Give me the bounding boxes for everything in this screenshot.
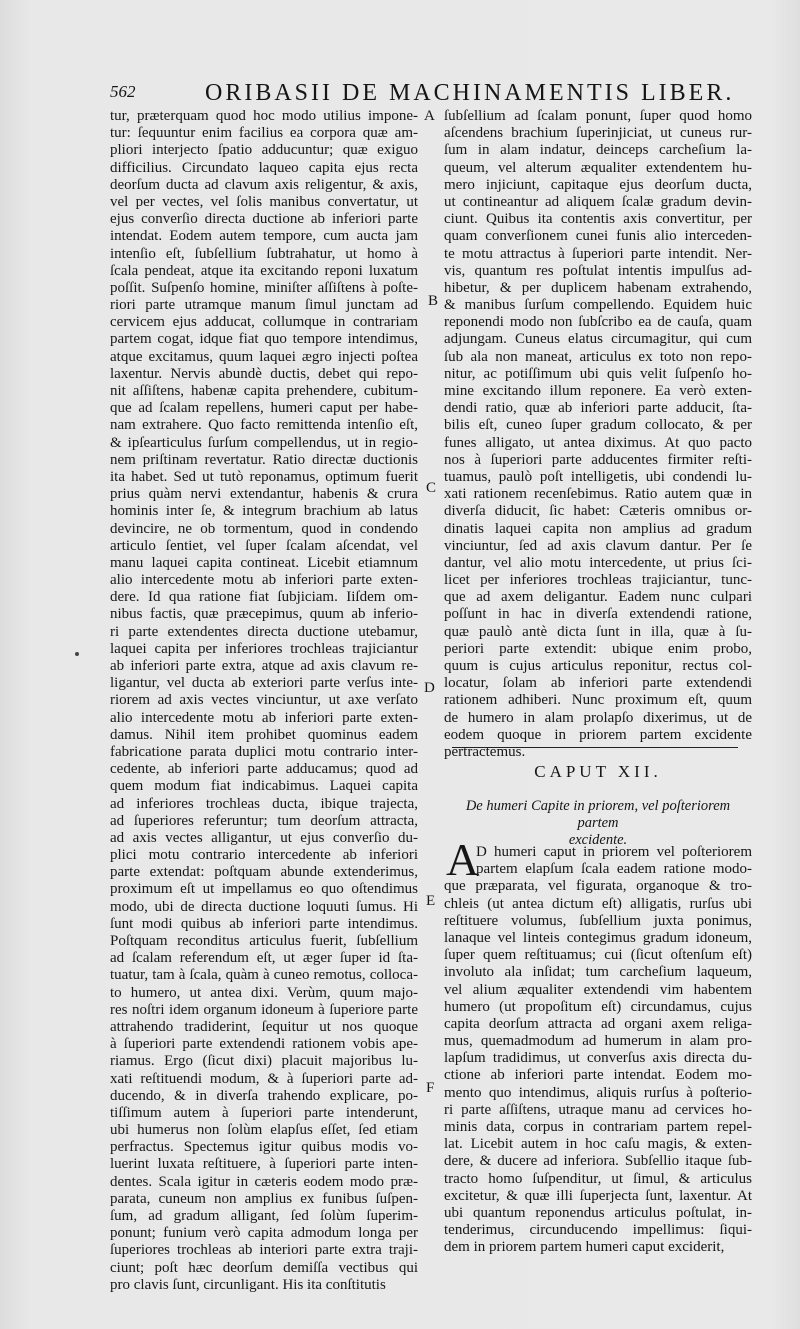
text-line: quam converſionem cunei funis alio interceden-	[444, 228, 752, 245]
text-line: humero (ut propoſitum eſt) circundamus, cujus	[444, 998, 752, 1015]
text-line: ſuperiores trochleas ab interiori parte extra traji-	[110, 1242, 418, 1259]
text-line: & manibus ſurſum compellendo. Equidem huic	[444, 297, 752, 314]
text-line: ri parte aſſiſtens, utraque manu ad cervices ho-	[444, 1101, 752, 1118]
text-line: dendi ratio, quæ ab inferiori parte adducit, ſta-	[444, 400, 752, 417]
text-line: tuamus, paulò poſt intelligetis, ubi condendi lu-	[444, 468, 752, 485]
text-line: ctione ab inferiori parte intendat. Eodem mo-	[444, 1067, 752, 1084]
text-line: ſunt modi quibus ab inferiori parte intendimus.	[110, 915, 418, 932]
text-line: res noſtri idem organum idoneum à ſuperiore parte	[110, 1001, 418, 1018]
text-line: plici motu contrario intercedente ab inferiori	[110, 847, 418, 864]
text-line: dem in priorem partem humeri caput exciderit,	[444, 1239, 725, 1256]
text-line: ad ſuperiores referuntur; tum deorſum attracta,	[110, 812, 418, 829]
text-line: bilis eſt, cuneo ſuper gradum collocato, & per	[444, 417, 752, 434]
text-line: pertractemus.	[444, 743, 526, 760]
text-line: hominis inter ſe, & integrum brachium ab latus	[110, 503, 418, 520]
text-line: excitetur, & quæ illi ſuperjecta ſunt, laxentur. At	[444, 1187, 752, 1204]
text-line: diverſa diducit, ſic habet: Cæteris omnibus or-	[444, 503, 752, 520]
text-line: pro clavis ſunt, circunligant. His ita conſtitutis	[110, 1276, 386, 1293]
text-line: ponunt; funium verò capita admodum longa per	[110, 1225, 418, 1242]
left-column	[110, 108, 418, 1294]
margin-letter-e: E	[426, 893, 436, 909]
text-line: to humero, ut antea dixi. Verùm, quum majo-	[110, 984, 418, 1001]
text-line: reponendi modo non ſubſcribo ea de cauſa, quam	[444, 314, 752, 331]
text-line: mus, quemadmodum ad humerum in alam pro-	[444, 1033, 752, 1050]
text-line: vis, quantum res poſtulat intentis impulſus ad-	[444, 262, 752, 279]
text-line: parata, cuneum non amplius ex funibus ſuſpen-	[110, 1190, 418, 1207]
text-line: articulo ſentiet, vel ſuper ſcalam aſcendat, vel	[110, 537, 418, 554]
text-line: ejus converſio directa ductione ab inferiori parte	[110, 211, 418, 228]
text-line: ubi quantum reponendus articulus poſtulat, in-	[444, 1204, 752, 1221]
text-line: nos à ſuperiori parte adducentes firmiter reſti-	[444, 451, 752, 468]
text-line: D humeri caput in priorem vel poſteriorem	[476, 844, 752, 860]
text-line: que ad ſcalam repellens, humeri caput per habe-	[110, 400, 418, 417]
text-line: vel alium æqualiter extendendi vim habentem	[444, 981, 752, 998]
text-line: attrahendo tradiderint, ſequitur ut nos quoque	[110, 1018, 418, 1035]
text-line: nitur, ac potiſſimum ubi quis velit ſuſpenſo ho-	[444, 365, 752, 382]
margin-dot	[75, 652, 79, 656]
text-line: quum is cujus articulus reponitur, rectus col-	[444, 658, 752, 674]
text-line: reſtituere volumus, ſubſellium juxta ponimus,	[444, 912, 752, 929]
running-title: ORIBASII DE MACHINAMENTIS LIBER.	[205, 80, 735, 106]
text-line: vinciuntur, ſed ad axis clavum dantur. Per ſe	[444, 537, 752, 554]
text-line: damus. Nihil item prohibet quominus eadem	[110, 726, 418, 743]
chapter-body	[444, 844, 752, 1257]
text-line: quæ paulò antè dicta ſunt in illa, quæ à ſu-	[444, 623, 752, 640]
text-line: alio intercedente motu ab inferiori parte exten-	[110, 709, 418, 726]
text-line: tracto homo ſuſpenditur, ut ſimul, & articulus	[444, 1170, 752, 1187]
text-line: cervicem ejus adducat, collumque in contrariam	[110, 314, 418, 331]
text-line: nam extrahere. Quo facto remittenda intenſio eſt,	[110, 417, 418, 434]
text-line: ſcala pendeat, atque ita excitando reponi luxatum	[110, 262, 418, 279]
text-line: ſum in alam indatur, deinceps carcheſium la-	[444, 142, 752, 159]
text-line: ri parte extendentes directa ductione utebamur,	[110, 623, 418, 640]
text-line: vel per vectes, vel ſolis manibus convertatur, ut	[110, 193, 418, 210]
chapter-subtitle-line: De humeri Capite in priorem, vel poſteriorem partem	[465, 798, 731, 831]
text-line: nem priſtinam revertatur. Ratio directæ ductionis	[110, 451, 418, 468]
text-line: xati rationem recenſebimus. Ratio autem quæ in	[444, 486, 752, 503]
text-line: ut contineantur ad aliquem ſcalæ gradum devin-	[444, 193, 752, 210]
page-number: 562	[110, 82, 136, 101]
text-line: pliori interjecto ſpatio adducuntur; quæ exiguo	[110, 142, 418, 159]
text-line: ad axis vectes alligantur, ut ejus converſio du-	[110, 829, 418, 846]
text-line: chleis (ut antea dictum eſt) alligatis, rurſus ubi	[444, 895, 752, 912]
text-line: te motu attractus à ſuperiori parte intendit. Ner-	[444, 245, 752, 262]
text-line: dere, & ducere ad inferiora. Subſellio itaque ſub-	[444, 1153, 752, 1170]
text-line: hibetur, & per duplicem habenam extrahendo,	[444, 279, 752, 296]
text-line: dantur, vel alio motu intercedente, ut prius ſci-	[444, 554, 752, 571]
text-line: de humero in alam prolapſo dixerimus, ut de	[444, 709, 752, 726]
text-line: adjungam. Cuneus elatus circumagitur, qui cum	[444, 331, 752, 348]
text-line: eodem quoque in priorem partem excidente	[444, 726, 752, 743]
text-line: tuatur, tam à ſcala, quàm à cuneo remotus, colloca-	[110, 967, 418, 984]
text-line: quem modum fiat indicabimus. Laquei capita	[110, 778, 418, 795]
margin-letter-f: F	[426, 1080, 435, 1096]
text-line: parte extendat: poſtquam abunde extenderimus,	[110, 864, 418, 881]
text-line: dentes. Scala igitur in cæteris eodem modo præ-	[110, 1173, 418, 1190]
text-line: partem cogat, idque fiat quo tempore intendimus,	[110, 331, 418, 348]
text-line: lanaque vel linteis contegimus gradum idoneum,	[444, 929, 752, 946]
margin-letter-d: D	[424, 680, 435, 696]
text-line: Poſtquam reconditus articulus fuerit, ſubſellium	[110, 933, 418, 949]
text-line: ciunt; poſt hæc deorſum demiſſa vectibus qui	[110, 1259, 418, 1276]
text-line: que præparata, vel figurata, organoque & tro-	[444, 878, 752, 895]
text-line: deorſum ducta ad clavum axis religentur, & axis,	[110, 176, 418, 193]
text-line: dere. Id qua ratione fiat ſubjiciam. Iiſdem om-	[110, 589, 418, 606]
text-line: tenderimus, circunducendo impellimus: ſiqui-	[444, 1222, 752, 1239]
text-line: nibus factis, quæ præcepimus, quum ab inferio-	[110, 606, 418, 623]
text-line: perfractus. Spectemus igitur quibus modis vo-	[110, 1139, 418, 1156]
text-line: periori parte extendit: ubique enim probo,	[444, 640, 752, 657]
text-line: partem elapſum ſcala eadem ratione modo-	[476, 861, 752, 878]
text-line: luerint luxata reſtituere, à ſuperiori parte inten-	[110, 1156, 418, 1173]
text-line: tur: ſequuntur enim facilius ea corpora quæ am-	[110, 125, 418, 142]
text-line: queum, vel alterum æqualiter extendentem hu-	[444, 159, 752, 176]
text-line: difficilius. Circundato laqueo capita ejus recta	[110, 159, 418, 176]
chapter-subtitle	[444, 798, 752, 849]
text-line: rationem adhiberi. Nunc proximum eſt, quum	[444, 692, 752, 709]
text-line: laquei capita per inferiores trochleas trajiciantur	[110, 640, 418, 657]
text-line: riori parte utramque manum ſimul junctam ad	[110, 297, 418, 314]
text-line: capita deorſum attracta ad organi axem religa-	[444, 1015, 752, 1032]
text-line: cedente, ab inferiori parte adducamus; quod ad	[110, 761, 418, 778]
text-line: ab inferiori parte extra, atque ad axis clavum re-	[110, 658, 418, 674]
text-line: mento quo intendimus, aliquis rurſus à poſterio-	[444, 1084, 752, 1101]
text-line: riorem ad axis vectes vinciuntur, ut axe verſato	[110, 692, 418, 709]
text-line: proximum eſt ut impellamus eo quo oſtendimus	[110, 881, 418, 898]
text-line: locatur, ſolam ab inferiori parte extendendi	[444, 675, 752, 692]
text-line: mine excitando illum reponere. Ea verò exten-	[444, 383, 752, 399]
text-line: tiſſimum autem à ſuperiori parte intenderunt,	[110, 1104, 418, 1121]
text-line: mero injiciunt, capitaque ejus deorſum ducta,	[444, 176, 752, 193]
text-line: riamus. Ergo (ſicut dixi) placuit majoribus lu-	[110, 1053, 418, 1070]
drop-capital: A	[446, 834, 480, 885]
text-line: fabricatione parata duplici motu contrario inter-	[110, 743, 418, 760]
text-line: aſcendens brachium ſuperinjiciat, ut cuneus rur-	[444, 125, 752, 142]
margin-letter-c: C	[426, 480, 437, 496]
text-line: ſum, ad gradum alligant, ſed ſolùm ſuperim-	[110, 1208, 418, 1224]
text-line: intendat. Eodem autem tempore, cum aucta jam	[110, 228, 418, 245]
text-line: tur, præterquam quod hoc modo utilius impone-	[110, 108, 418, 124]
text-line: laxentur. Nervis abundè ductis, debet qui repo-	[110, 365, 418, 382]
text-line: prius quàm nervi extendantur, habenis & crura	[110, 486, 418, 503]
chapter-title: CAPUT XII.	[534, 762, 662, 781]
text-line: ciunt. Quibus ita contentis axis convertitur, per	[444, 211, 752, 228]
text-line: lapſum tradidimus, ut converſus axis directa du-	[444, 1050, 752, 1067]
text-line: atque excitamus, quum laquei ægro injecti poſtea	[110, 348, 418, 365]
chapter-divider-rule	[452, 747, 738, 748]
text-line: ita habet. Sed ut tutò reponamus, optimum fuerit	[110, 468, 418, 485]
text-line: xati reſtituendi modum, & à ſuperiori parte ad-	[110, 1070, 418, 1087]
text-line: devincire, ne ob tormentum, quod in condendo	[110, 520, 418, 537]
text-line: alio intercedente motu ab inferiori parte exten-	[110, 572, 418, 589]
text-line: ad ſcalam referendum eſt, ut æger ſuper id ſta-	[110, 950, 418, 967]
text-line: que ad axem deligantur. Eadem nunc culpari	[444, 589, 752, 606]
text-line: & ipſearticulus ſurſum compellendus, ut in regio-	[110, 434, 418, 451]
text-line: poſſunt in hac in diverſa extendendi ratione,	[444, 606, 752, 623]
text-line: nit aſſiſtens, habenæ capita prehendere, cubitum-	[110, 383, 418, 399]
text-line: poſſit. Suſpenſo homine, miniſter aſſiſtens à poſte-	[110, 279, 418, 296]
text-line: ubi humerus non ſolùm elapſus eſſet, ſed etiam	[110, 1122, 418, 1139]
margin-letter-a: A	[424, 108, 435, 124]
text-line: ſub ala non maneat, articulus ex toto non repo-	[444, 348, 752, 365]
text-line: manu laquei capita contineat. Licebit etiamnum	[110, 554, 418, 571]
text-line: ſuper quem reſtituamus; cui (ſicut oſtenſum eſt)	[444, 947, 752, 964]
right-column	[444, 108, 752, 761]
text-line: ligantur, vel ducta ab exteriori parte verſus inte-	[110, 675, 418, 692]
margin-letter-b: B	[428, 293, 439, 309]
text-line: modo, ubi de directa ductione loquuti ſumus. Hi	[110, 898, 418, 915]
text-line: ad inferiores trochleas ducta, ibique trajecta,	[110, 795, 418, 812]
text-line: minis data, corpus in contrariam partem repel-	[444, 1119, 752, 1135]
text-line: licet per inferiores trochleas trajiciantur, tunc-	[444, 572, 752, 589]
text-line: lat. Licebit autem in hoc caſu magis, & exten-	[444, 1136, 752, 1153]
text-line: involuto ala inſidat; tum carcheſium laqueum,	[444, 964, 752, 981]
text-line: ducendo, & in diverſa trahendo explicare, po-	[110, 1087, 418, 1104]
text-line: ſubſellium ad ſcalam ponunt, ſuper quod homo	[444, 108, 752, 124]
text-line: intenſio eſt, ſubſellium ſubtrahatur, ut homo à	[110, 245, 418, 262]
text-line: dinatis laquei capita non amplius ad gradum	[444, 520, 752, 537]
chapter-subtitle-line: excidente.	[568, 832, 628, 848]
text-line: à ſuperiori parte extendendi rationem vobis ape-	[110, 1036, 418, 1053]
text-line: funes alligato, ut antea diximus. At quo pacto	[444, 434, 752, 451]
